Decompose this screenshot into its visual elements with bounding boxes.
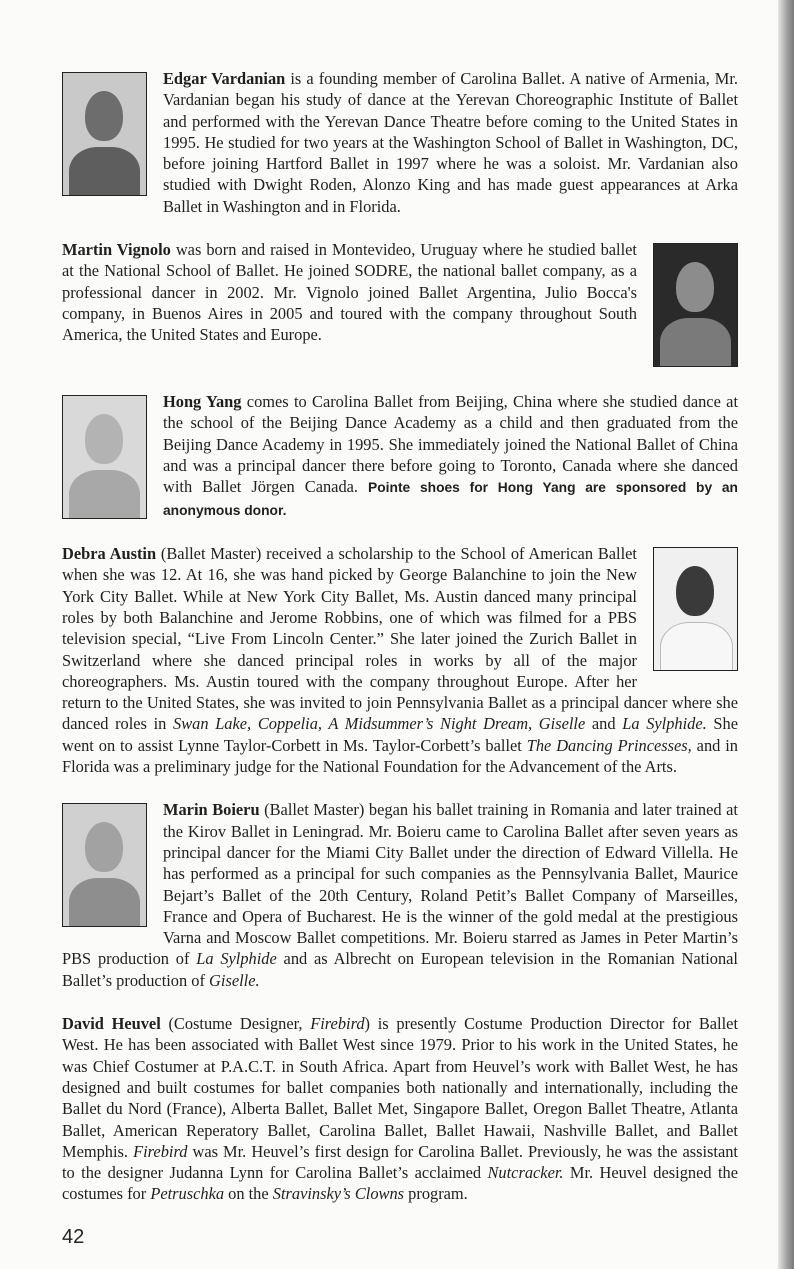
bio-text: Edgar Vardanian is a founding member of Carolina Ballet. A native of Armenia, Mr. Vardanian began his study of dance at the Yerevan Choreographic Institute of Ballet and performed with the Yerevan Dance Theatre before coming to the United States in 1995. He studied for two years at the Washington School of Ballet in Washington, DC, before joining Hartford Ballet in 1997 where he was a soloist. Mr. Vardanian also studied with Dwight Roden, Alonzo King and has made guest appearances at Arka Ballet in Washington and in Florida.	[163, 69, 738, 216]
bio-text: Hong Yang comes to Carolina Ballet from Beijing, China where she studied dance at the school of the Beijing Dance Academy as a child and then graduated from the Beijing Dance Academy in 1995. She immediately joined the National Ballet of China and was a principal dancer there before going to Toronto, Canada where she danced with Ballet Jörgen Canada. Pointe shoes for Hong Yang are sponsored by an anonymous donor.	[163, 392, 738, 518]
portrait-photo	[62, 72, 147, 196]
dancer-name: Marin Boieru	[163, 800, 260, 820]
bio-hong-yang	[62, 391, 738, 521]
dancer-name: Debra Austin	[62, 544, 157, 564]
bio-martin-vignolo	[62, 239, 738, 369]
portrait-photo	[62, 395, 147, 519]
bio-edgar-vardanian	[62, 68, 738, 217]
portrait-photo	[653, 243, 738, 367]
bio-text: Debra Austin (Ballet Master) received a scholarship to the School of American Ballet when she was 12. At 16, she was hand picked by George Balanchine to join the New York City Ballet. While at New York City Ballet, Ms. Austin danced many principal roles by both Balanchine and Jerome Robbins, one of which was filmed for a PBS television special, “Live From Lincoln Center.” She later joined the Zurich Ballet in Switzerland where she danced principal roles in works by all of the major choreographers. Ms. Austin toured with the company throughout Europe. After her return to the United States, she was invited to join Pennsylvania Ballet as a principal dancer where she danced roles in Swan Lake, Coppelia, A Midsummer’s Night Dream, Giselle and La Sylphide. She went on to assist Lynne Taylor-Corbett in Ms. Taylor-Corbett’s ballet The Dancing Princesses, and in Florida was a preliminary judge for the National Foundation for the Advancement of the Arts.	[62, 544, 738, 777]
sponsor-note: Pointe shoes for Hong Yang are sponsored by an anonymous donor.	[163, 480, 738, 518]
bio-text: Martin Vignolo was born and raised in Montevideo, Uruguay where he studied ballet at the National School of Ballet. He joined SODRE, the national ballet company, as a professional dancer in 2002. Mr. Vignolo joined Ballet Argentina, Julio Bocca's company, in Buenos Aires in 2005 and toured with the company throughout South America, the United States and Europe.	[62, 240, 637, 345]
bio-david-heuvel	[62, 1013, 738, 1205]
dancer-name: Hong Yang	[163, 392, 242, 412]
dancer-name: Martin Vignolo	[62, 240, 171, 260]
portrait-photo	[62, 803, 147, 927]
page-number: 42	[62, 1226, 85, 1248]
bios-column	[62, 68, 738, 1227]
bio-text: Marin Boieru (Ballet Master) began his ballet training in Romania and later trained at the Kirov Ballet in Leningrad. Mr. Boieru came to Carolina Ballet after seven years as principal dancer for the Miami City Ballet under the direction of Edward Villella. He has performed as a principal for such companies as the Pennsylvania Ballet, Maurice Bejart’s Ballet of the 20th Century, Roland Petit’s Ballet Company of Marseilles, France and Opera of Bucharest. He is the winner of the gold medal at the prestigious Varna and Moscow Ballet competitions. Mr. Boieru starred as James in Peter Martin’s PBS production of La Sylphide and as Albrecht on European television in the Romanian National Ballet’s production of Giselle.	[62, 800, 738, 990]
bio-text: David Heuvel (Costume Designer, Firebird) is presently Costume Production Director for Ballet West. He has been associated with Ballet West since 1979. Prior to his work in the United States, he was Chief Costumer at P.A.C.T. in South Africa. Apart from Heuvel’s work with Ballet West, he has designed and built costumes for ballet companies both nationally and internationally, including the Ballet du Nord (France), Alberta Ballet, Ballet Met, Singapore Ballet, Oregon Ballet Theatre, Atlanta Ballet, American Reperatory Ballet, Carolina Ballet, Ballet Hawaii, Nashville Ballet, and Ballet Memphis. Firebird was Mr. Heuvel’s first design for Carolina Ballet. Previously, he was the assistant to the designer Judanna Lynn for Carolina Ballet’s acclaimed Nutcracker. Mr. Heuvel designed the costumes for Petruschka on the Stravinsky’s Clowns program.	[62, 1014, 738, 1204]
dancer-name: Edgar Vardanian	[163, 69, 286, 88]
bio-debra-austin	[62, 543, 738, 777]
bio-marin-boieru	[62, 799, 738, 991]
portrait-photo	[653, 547, 738, 671]
designer-name: David Heuvel	[62, 1014, 161, 1034]
page-spine-shadow	[778, 0, 794, 1269]
